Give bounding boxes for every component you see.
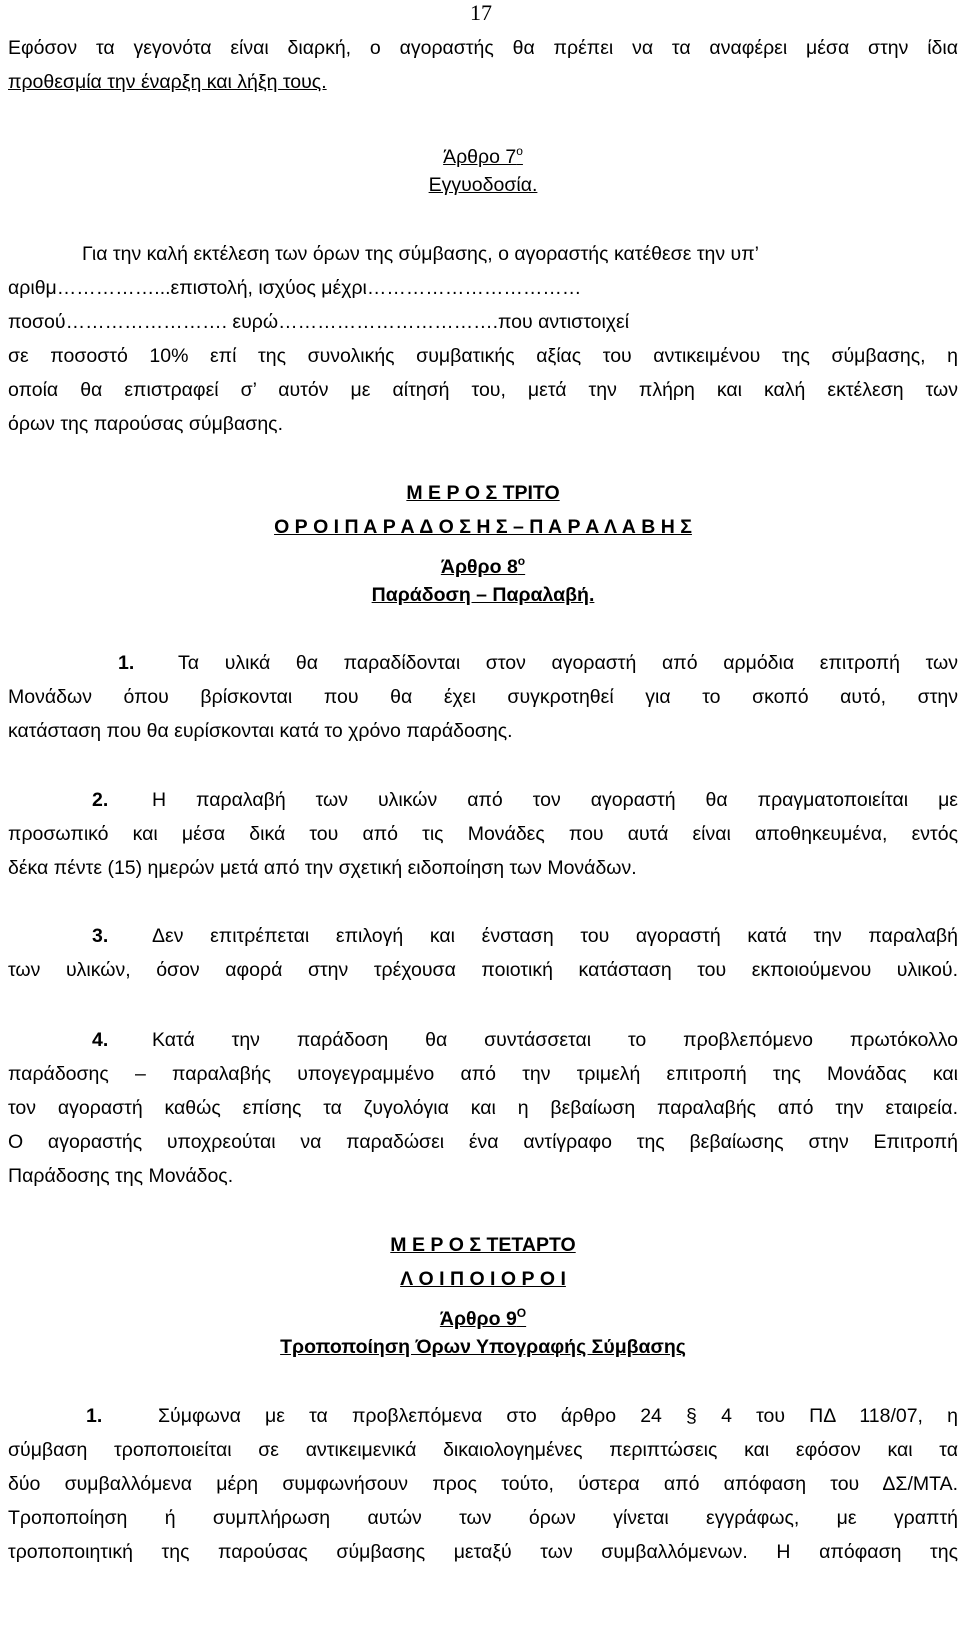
article-8-p2-line-2: προσωπικό και μέσα δικά του από τις Μονάδες που αυτά είναι αποθηκευμένα, εντός [8, 823, 958, 845]
article-7-line-4: σε ποσοστό 10% επί της συνολικής συμβατικής αξίας του αντικειμένου της σύμβασης, η [8, 345, 958, 367]
article-7-title: Άρθρο $7^o$ [443, 144, 523, 168]
article-8-p4-line-4: Ο αγοραστής υποχρεούται να παραδώσει ένα αντίγραφο της βεβαίωσης στην Επιτροπή [8, 1131, 958, 1153]
article-8-p4-line-3: τον αγοραστή καθώς επίσης τα ζυγολόγια και η βεβαίωση παραλαβής από την εταιρεία. [8, 1097, 958, 1119]
article-8-subtitle: Παράδοση – Παραλαβή. [371, 584, 595, 606]
article-8-p1-line-2: Μονάδων όπου βρίσκονται που θα έχει συγκροτηθεί για το σκοπό αυτό, στην [8, 686, 958, 708]
paragraph-number: 1. [86, 1405, 103, 1427]
article-9-p1-line-4: Τροποποίηση ή συμπλήρωση αυτών των όρων γίνεται εγγράφως, με γραπτή [8, 1507, 958, 1529]
intro-line-1: Εφόσον τα γεγονότα είναι διαρκή, ο αγοραστής θα πρέπει να τα αναφέρει μέσα στην ίδια [8, 37, 958, 59]
article-9-subtitle: Τροποποίηση Όρων Υπογραφής Σύμβασης [280, 1336, 686, 1358]
article-9-p1-line-2: σύμβαση τροποποιείται σε αντικειμενικά δικαιολογημένες περιπτώσεις και εφόσον και τα [8, 1439, 958, 1461]
article-9-p1-line-3: δύο συμβαλλόμενα μέρη συμφωνήσουν προς τούτο, ύστερα από απόφαση του ΔΣ/ΜΤΑ. [8, 1473, 958, 1495]
article-8-p4-line-5: Παράδοσης της Μονάδος. [8, 1165, 234, 1187]
part-4-subheading: Λ Ο Ι Π Ο Ι Ο Ρ Ο Ι [400, 1268, 566, 1290]
article-8-p2-line-3: δέκα πέντε (15) ημερών μετά από την σχετική ειδοποίηση των Μονάδων. [8, 857, 637, 879]
article-8-title: Άρθρο $8^o$ [440, 554, 526, 578]
article-8-p1-line-1: 1. Τα υλικά θα παραδίδονται στον αγοραστή από αρμόδια επιτροπή των [118, 645, 958, 681]
article-7-line-5: οποία θα επιστραφεί σ’ αυτόν με αίτησή του, μετά την πλήρη και καλή εκτέλεση των [8, 379, 958, 401]
article-7-line-2: αριθμ……………...επιστολή, ισχύος μέχρι…………………………… [8, 277, 582, 299]
article-8-p2-line-1: 2. Η παραλαβή των υλικών από τον αγοραστή θα πραγματοποιείται με [92, 782, 958, 818]
part-4-heading: Μ Ε Ρ Ο Σ ΤΕΤΑΡΤΟ [390, 1234, 576, 1256]
article-8-p4-line-1: 4. Κατά την παράδοση θα συντάσσεται το προβλεπόμενο πρωτόκολλο [92, 1022, 958, 1058]
article-7-line-6: όρων της παρούσας σύμβασης. [8, 413, 283, 435]
part-3-heading: Μ Ε Ρ Ο Σ ΤΡΙΤΟ [406, 482, 560, 504]
paragraph-number: 3. [92, 925, 109, 947]
paragraph-number: 1. [118, 652, 135, 674]
intro-line-2: προθεσμία την έναρξη και λήξη τους. [8, 71, 327, 93]
article-8-p3-line-1: 3. Δεν επιτρέπεται επιλογή και ένσταση του αγοραστή κατά την παραλαβή [92, 918, 958, 954]
article-7-subtitle: Εγγυοδοσία. [428, 174, 538, 196]
article-9-title: Άρθρο $9^O$ [439, 1306, 527, 1330]
part-3-subheading: Ο Ρ Ο Ι Π Α Ρ Α Δ Ο Σ Η Σ – Π Α Ρ Α Λ Α Β Η Σ [274, 516, 692, 538]
article-9-p1-line-5: τροποποιητική της παρούσας σύμβασης μεταξύ των συμβαλλόμενων. Η απόφαση της [8, 1541, 958, 1563]
paragraph-number: 4. [92, 1029, 109, 1051]
article-9-p1-line-1: 1. Σύμφωνα με τα προβλεπόμενα στο άρθρο 24 § 4 του ΠΔ 118/07, η [86, 1398, 958, 1434]
article-8-p1-line-3: κατάσταση που θα ευρίσκονται κατά το χρόνο παράδοσης. [8, 720, 513, 742]
page-number: 17 [470, 0, 492, 25]
article-7-line-1: Για την καλή εκτέλεση των όρων της σύμβασης, ο αγοραστής κατέθεσε την υπ’ [82, 243, 759, 265]
article-8-p4-line-2: παράδοσης – παραλαβής υπογεγραμμένο από την τριμελή επιτροπή της Μονάδας και [8, 1063, 958, 1085]
article-8-p3-line-2: των υλικών, όσον αφορά στην τρέχουσα ποιοτική κατάσταση του εκποιούμενου υλικού. [8, 959, 958, 981]
article-7-line-3: ποσού……………………. ευρώ…………………………….που αντιστοιχεί [8, 311, 630, 333]
paragraph-number: 2. [92, 789, 109, 811]
